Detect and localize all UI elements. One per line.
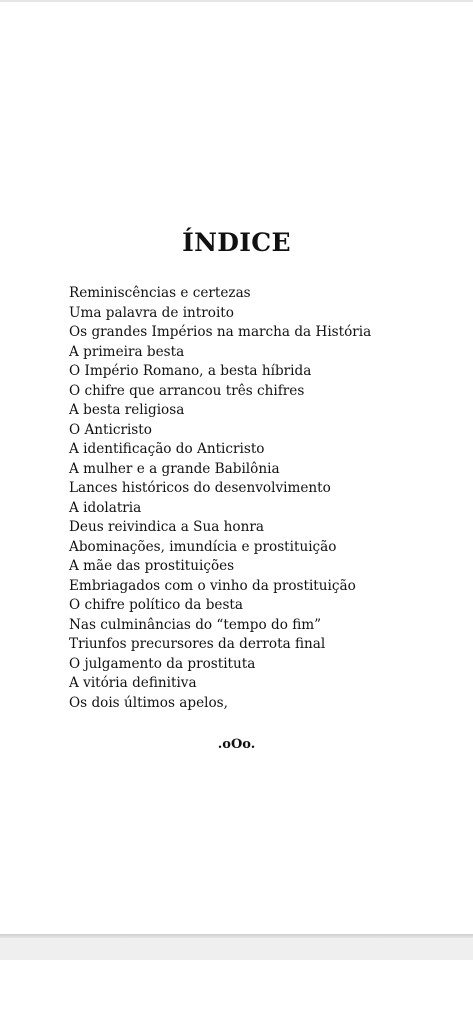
toc-item: O chifre político da besta [69, 597, 244, 613]
toc-item: Os grandes Impérios na marcha da História [69, 324, 372, 340]
toc-item: Uma palavra de introito [69, 304, 234, 321]
toc-item: O julgamento da prostituta [69, 655, 256, 672]
toc-item: Nas culminâncias do “tempo do fim” [69, 616, 322, 633]
toc-item: A mulher e a grande Babilônia [69, 460, 280, 477]
end-ornament: .oOo. [217, 737, 256, 752]
toc-item: A idolatria [69, 499, 142, 516]
toc-item: O chifre que arrancou três chifres [69, 382, 305, 399]
toc-item: Os dois últimos apelos, [69, 694, 228, 711]
toc-item: Lances históricos do desenvolvimento [69, 480, 331, 496]
table-of-contents [69, 284, 371, 713]
toc-item: Abominações, imundícia e prostituição [69, 538, 337, 555]
toc-item: Embriagados com o vinho da prostituição [69, 577, 356, 594]
page-gutter [0, 938, 473, 960]
toc-item: A primeira besta [69, 343, 185, 360]
toc-item: Reminiscências e certezas [69, 285, 251, 301]
document-page [0, 2, 473, 934]
toc-item: A identificação do Anticristo [69, 441, 265, 457]
toc-item: Triunfos precursores da derrota final [69, 636, 326, 652]
page-title: ÍNDICE [182, 228, 291, 257]
viewer-bottom-area [0, 960, 473, 1024]
toc-item: A besta religiosa [69, 402, 185, 418]
toc-item: Deus reivindica a Sua honra [69, 519, 264, 535]
toc-item: O Anticristo [69, 421, 152, 438]
toc-item: A vitória definitiva [69, 675, 197, 691]
toc-item: O Império Romano, a besta híbrida [69, 363, 312, 379]
toc-item: A mãe das prostituições [69, 558, 235, 574]
